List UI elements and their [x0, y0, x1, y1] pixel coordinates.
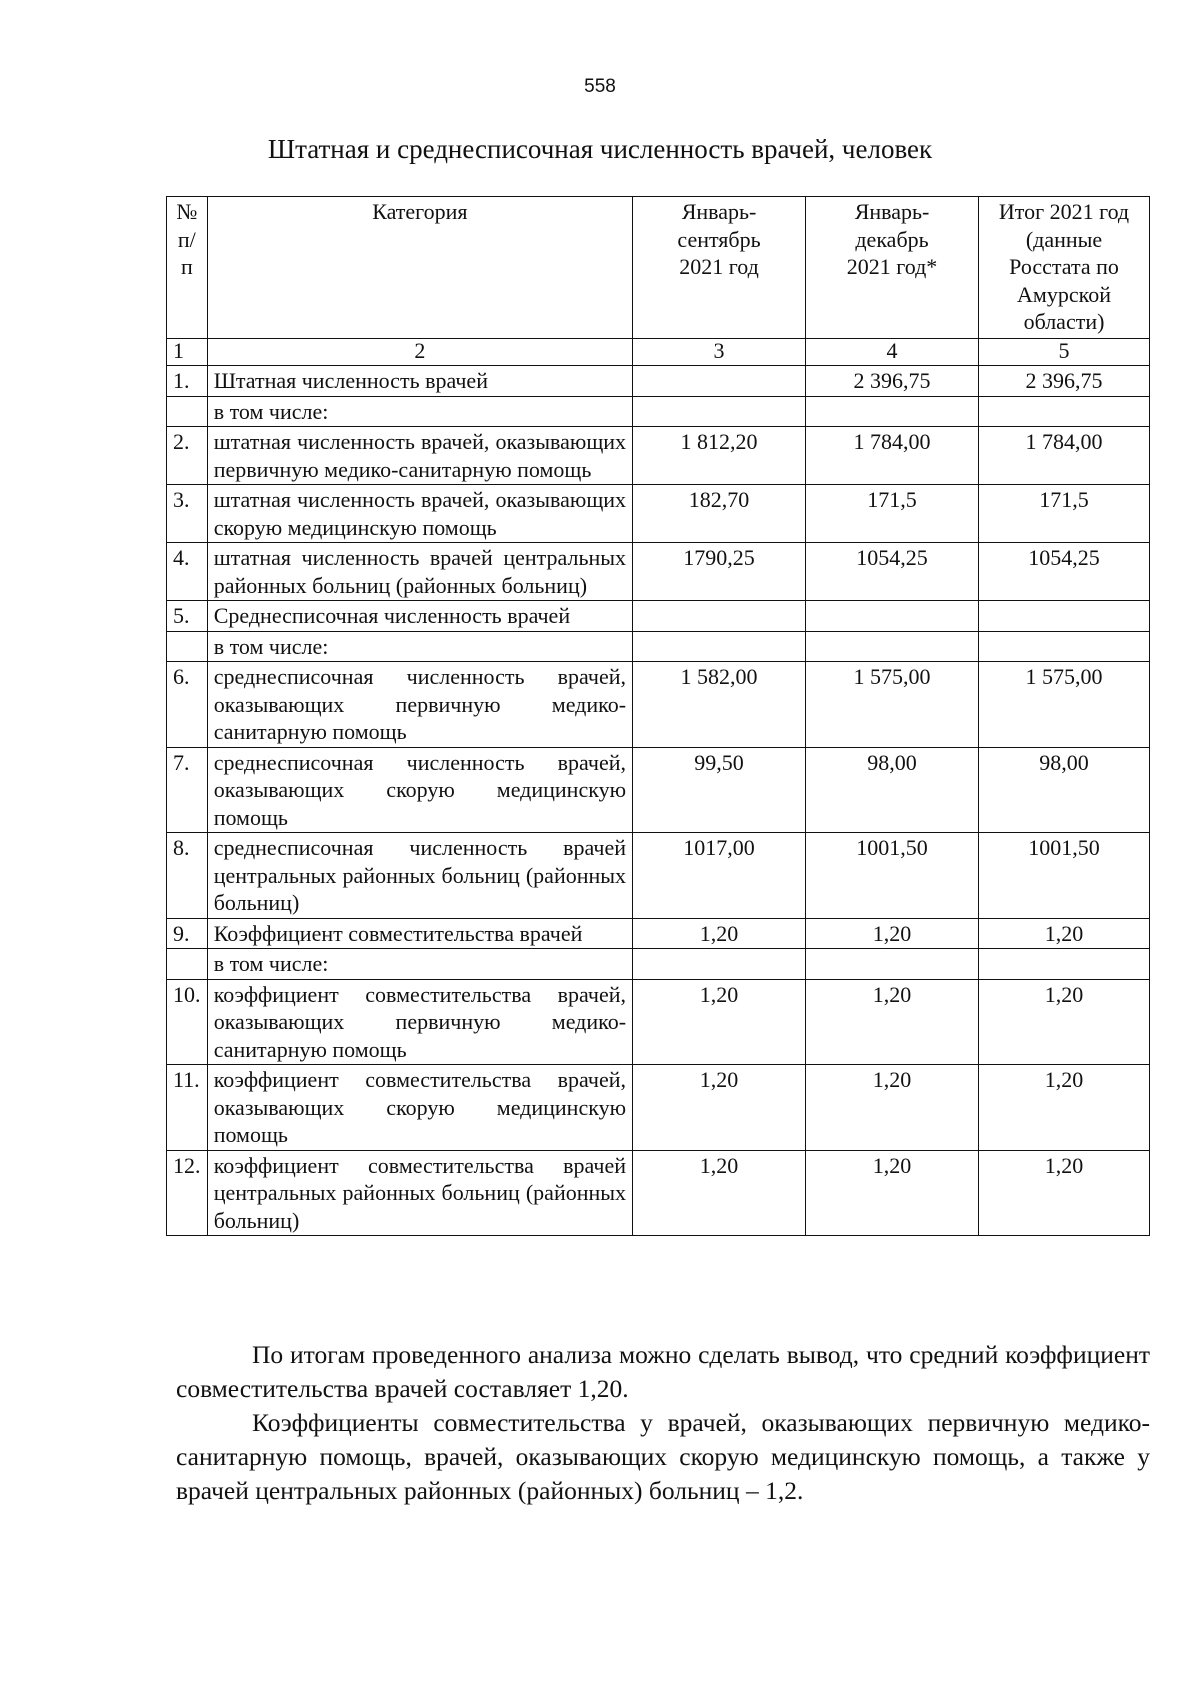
header-jan-sep	[633, 197, 806, 339]
value-jan-dec	[806, 949, 979, 980]
header-line: Росстата по	[1009, 254, 1119, 279]
table-row	[167, 949, 1150, 980]
value-jan-sep: 1 812,20	[633, 427, 806, 485]
page-title: Штатная и среднесписочная численность врачей, человек	[267, 134, 933, 164]
value-jan-dec: 98,00	[806, 747, 979, 833]
value-jan-sep: 1,20	[633, 918, 806, 949]
row-number: 3.	[167, 485, 208, 543]
column-index: 4	[806, 339, 979, 366]
table-row	[167, 979, 1150, 1065]
row-category: в том числе:	[207, 949, 632, 980]
value-jan-dec: 1 784,00	[806, 427, 979, 485]
value-jan-sep: 1017,00	[633, 833, 806, 919]
table-row	[167, 918, 1150, 949]
row-number	[167, 949, 208, 980]
header-jan-dec	[806, 197, 979, 339]
table-row	[167, 366, 1150, 397]
header-line: Январь-	[681, 199, 757, 224]
value-total-2021	[979, 396, 1150, 427]
header-line: области)	[1023, 309, 1105, 334]
column-index: 5	[979, 339, 1150, 366]
value-jan-sep: 1,20	[633, 979, 806, 1065]
header-line: декабрь	[855, 226, 929, 252]
row-category: среднесписочная численность врачей центральных районных больниц (районных больниц)	[207, 833, 632, 919]
row-category: Среднесписочная численность врачей	[207, 601, 632, 632]
value-total-2021	[979, 949, 1150, 980]
value-jan-sep: 99,50	[633, 747, 806, 833]
row-category: Коэффициент совместительства врачей	[207, 918, 632, 949]
row-number: 5.	[167, 601, 208, 632]
value-jan-sep	[633, 396, 806, 427]
header-category	[207, 197, 632, 339]
row-category: среднесписочная численность врачей, оказывающих скорую медицинскую помощь	[207, 747, 632, 833]
header-line: п/п	[177, 226, 196, 279]
value-jan-sep	[633, 601, 806, 632]
value-total-2021: 1,20	[979, 1150, 1150, 1236]
row-number	[167, 396, 208, 427]
column-index: 2	[207, 339, 632, 366]
header-line: Итог 2021 год	[998, 199, 1130, 224]
row-category: штатная численность врачей центральных районных больниц (районных больниц)	[207, 543, 632, 601]
row-category: штатная численность врачей, оказывающих первичную медико-санитарную помощь	[207, 427, 632, 485]
column-index: 1	[167, 339, 208, 366]
table-row	[167, 833, 1150, 919]
value-total-2021: 1001,50	[979, 833, 1150, 919]
header-row	[167, 197, 1150, 339]
value-total-2021	[979, 631, 1150, 662]
value-jan-dec: 1,20	[806, 979, 979, 1065]
row-number: 2.	[167, 427, 208, 485]
value-jan-dec: 171,5	[806, 485, 979, 543]
value-total-2021: 2 396,75	[979, 366, 1150, 397]
column-index-row	[167, 339, 1150, 366]
row-number: 8.	[167, 833, 208, 919]
row-category: в том числе:	[207, 631, 632, 662]
value-total-2021: 1,20	[979, 918, 1150, 949]
header-line: Январь-	[854, 199, 930, 224]
table-row	[167, 662, 1150, 748]
row-number: 7.	[167, 747, 208, 833]
value-jan-dec: 1 575,00	[806, 662, 979, 748]
value-jan-dec	[806, 396, 979, 427]
table-row	[167, 396, 1150, 427]
value-jan-sep: 1,20	[633, 1150, 806, 1236]
value-jan-dec: 2 396,75	[806, 366, 979, 397]
value-total-2021: 1,20	[979, 979, 1150, 1065]
row-category: среднесписочная численность врачей, оказывающих первичную медико-санитарную помощь	[207, 662, 632, 748]
header-num	[167, 197, 208, 339]
value-jan-dec: 1001,50	[806, 833, 979, 919]
page-number: 558	[584, 76, 616, 97]
header-line: Амурской	[1017, 281, 1111, 307]
value-total-2021: 1054,25	[979, 543, 1150, 601]
staffing-table	[166, 196, 1150, 1236]
value-jan-sep	[633, 949, 806, 980]
value-total-2021: 1,20	[979, 1065, 1150, 1151]
value-total-2021: 1 784,00	[979, 427, 1150, 485]
value-jan-dec	[806, 601, 979, 632]
row-number: 10.	[167, 979, 208, 1065]
header-line: сентябрь	[677, 226, 761, 252]
value-jan-dec: 1,20	[806, 1150, 979, 1236]
row-number: 1.	[167, 366, 208, 397]
table-row	[167, 543, 1150, 601]
row-category: коэффициент совместительства врачей, оказывающих первичную медико-санитарную помощь	[207, 979, 632, 1065]
value-jan-dec	[806, 631, 979, 662]
table-row	[167, 631, 1150, 662]
header-line: (данные	[1025, 226, 1103, 252]
table-row	[167, 427, 1150, 485]
value-jan-sep: 182,70	[633, 485, 806, 543]
row-category: Штатная численность врачей	[207, 366, 632, 397]
table-row	[167, 1150, 1150, 1236]
table-row	[167, 601, 1150, 632]
value-total-2021	[979, 601, 1150, 632]
table-row	[167, 1065, 1150, 1151]
value-jan-dec: 1,20	[806, 1065, 979, 1151]
row-number: 9.	[167, 918, 208, 949]
table-body	[167, 366, 1150, 1236]
header-line: 2021 год*	[846, 254, 938, 279]
value-jan-sep	[633, 366, 806, 397]
row-category: в том числе:	[207, 396, 632, 427]
value-jan-dec: 1,20	[806, 918, 979, 949]
conclusion-paragraph: По итогам проведенного анализа можно сделать вывод, что средний коэффициент совместительства врачей составляет 1,20.	[176, 1340, 1150, 1403]
row-number: 6.	[167, 662, 208, 748]
row-number: 11.	[167, 1065, 208, 1151]
value-total-2021: 98,00	[979, 747, 1150, 833]
row-number	[167, 631, 208, 662]
column-index: 3	[633, 339, 806, 366]
value-jan-sep: 1790,25	[633, 543, 806, 601]
conclusion-paragraph: Коэффициенты совместительства у врачей, оказывающих первичную медико-санитарную помощь, врачей, оказывающих скорую медицинскую помощь, а также у врачей центральных районных (районных) больниц – 1,2.	[176, 1408, 1150, 1505]
value-jan-dec: 1054,25	[806, 543, 979, 601]
row-category: коэффициент совместительства врачей, оказывающих скорую медицинскую помощь	[207, 1065, 632, 1151]
table-row	[167, 747, 1150, 833]
row-category: коэффициент совместительства врачей центральных районных больниц (районных больниц)	[207, 1150, 632, 1236]
value-jan-sep	[633, 631, 806, 662]
value-jan-sep: 1,20	[633, 1065, 806, 1151]
table-row	[167, 485, 1150, 543]
header-line: №	[176, 199, 198, 224]
value-total-2021: 1 575,00	[979, 662, 1150, 748]
row-number: 4.	[167, 543, 208, 601]
header-line: 2021 год	[679, 254, 759, 279]
header-total-2021	[979, 197, 1150, 339]
value-jan-sep: 1 582,00	[633, 662, 806, 748]
header-line: Категория	[372, 199, 468, 224]
value-total-2021: 171,5	[979, 485, 1150, 543]
row-category: штатная численность врачей, оказывающих скорую медицинскую помощь	[207, 485, 632, 543]
row-number: 12.	[167, 1150, 208, 1236]
